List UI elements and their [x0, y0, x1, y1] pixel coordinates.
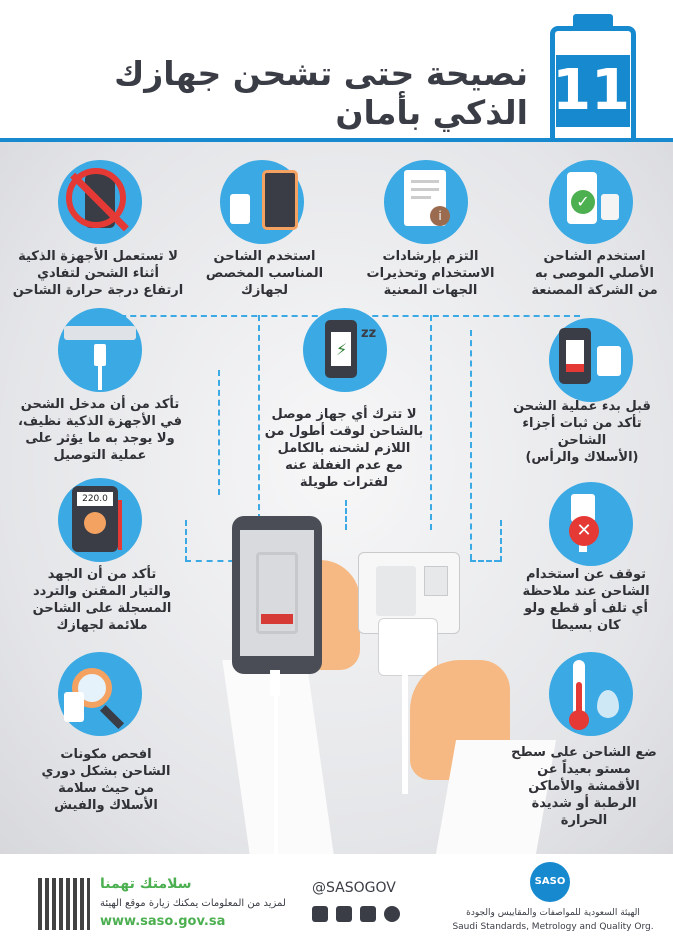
- charging-port-icon: [58, 308, 142, 392]
- tip-inspect-components: افحص مكونات الشاحن بشكل دوري من حيث سلامة الأسلاك والفيش: [41, 747, 171, 813]
- tip-check-voltage: تأكد من أن الجهد والتيار المقنن والتردد المسجلة على الشاحن ملائمة لجهازك: [32, 567, 172, 633]
- qr-code-icon[interactable]: [38, 878, 90, 930]
- connector-line: [185, 520, 189, 562]
- saso-logo: SASO: [530, 862, 570, 902]
- connector-line: [345, 500, 349, 530]
- footer-info: لمزيد من المعلومات يمكنك زيارة موقع الهيئة: [100, 898, 286, 909]
- tip-clean-port: تأكد من أن مدخل الشحن في الأجهزة الذكية نظيف، ولا يوجد به ما يؤثر على عملية التوصيل: [18, 397, 182, 463]
- instagram-icon[interactable]: [384, 906, 400, 922]
- connector-line: [500, 520, 504, 562]
- tip-original-charger: استخدم الشاحن الأصلي الموصى به من الشركة المصنعة: [531, 249, 658, 298]
- tip-flat-surface: ضع الشاحن على سطح مستو بعيداً عن الأقمشة والأماكن الرطبة أو شديدة الحرارة: [511, 745, 657, 828]
- org-name-arabic: الهيئة السعودية للمواصفات والمقاييس والجودة: [466, 908, 640, 918]
- footer-slogan: سلامتك تهمنا: [100, 876, 192, 892]
- no-phone-icon: [58, 160, 142, 244]
- page-title: نصيحة حتى تشحن جهازك الذكي بأمان: [114, 54, 528, 132]
- tip-follow-guidelines: التزم بإرشادات الاستخدام وتحذيرات الجهات المعنية: [366, 249, 495, 298]
- connector-line: [430, 315, 434, 530]
- tip-do-not-overcharge: لا تترك أي جهاز موصل بالشاحن لوقت أطول من اللازم لشحنه بالكامل مع عدم الغفلة عنه لفترات طويلة: [264, 407, 424, 490]
- verified-charger-icon: ✓: [549, 160, 633, 244]
- org-name-english: Saudi Standards, Metrology and Quality Org.: [452, 922, 654, 932]
- charger-phone-icon: [220, 160, 304, 244]
- meter-display: 220.0: [77, 492, 113, 506]
- tip-count-badge: 11: [556, 55, 630, 127]
- facebook-icon[interactable]: [312, 906, 328, 922]
- connector-line: [470, 560, 500, 564]
- youtube-icon[interactable]: [360, 906, 376, 922]
- social-handle[interactable]: @SASOGOV: [312, 880, 396, 896]
- thermometer-icon: [549, 652, 633, 736]
- tip-check-charger-parts: قبل بدء عملية الشحن تأكد من ثبات أجزاء الشاحن (الأسلاك والرأس): [513, 399, 651, 465]
- twitter-icon[interactable]: [336, 906, 352, 922]
- footer-website[interactable]: www.saso.gov.sa: [100, 914, 226, 929]
- document-icon: i: [384, 160, 468, 244]
- tip-suitable-charger: استخدم الشاحن المناسب المخصص لجهازك: [205, 249, 324, 298]
- battery-phone-icon: [549, 318, 633, 402]
- damaged-cable-icon: ✕: [549, 482, 633, 566]
- connector-line: [218, 370, 222, 495]
- magnifier-icon: [58, 652, 142, 736]
- sleeping-phone-icon: ⚡ zz: [303, 308, 387, 392]
- connector-line: [470, 330, 474, 560]
- multimeter-icon: [58, 478, 142, 562]
- tip-no-use-while-charging: لا تستعمل الأجهزة الذكية أثناء الشحن لتفادي ارتفاع درجة حرارة الشاحن: [12, 249, 184, 298]
- tip-stop-damaged-charger: توقف عن استخدام الشاحن عند ملاحظة أي تلف أو قطع ولو كان بسيطا: [522, 567, 650, 633]
